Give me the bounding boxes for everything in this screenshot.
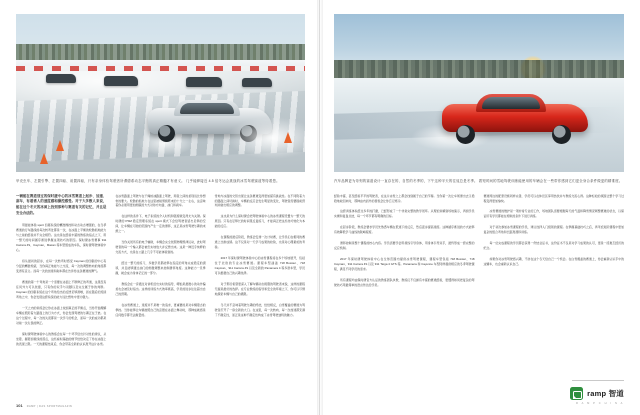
background-car-4 — [242, 78, 272, 87]
paragraph: 经验丰富、甚至经验平平的驾驶者，在这片冰雪之上都会找到属于自己的节奏。当你第一次让车尾滑出去又稳稳地收回来时，那种由内而外的喜悦会让你忘记寒冷。 — [334, 193, 475, 203]
divider — [572, 380, 624, 381]
paragraph: 2017 年保时捷驾驶体验中心在全球范围内提供冰雪驾驶课程，课程车型包括 718 Boxster、718 Cayman、911 Carrera 4S 以及 911 Targa 4 GTS 等。Panamera 和 Cayenne 车型同样提供相应的冬季驾驶课程，满足不同学员的需求。 — [334, 257, 475, 272]
treeline-decoration — [16, 44, 305, 60]
paragraph: 赛道周边的配套设施同样完善，学员可以在休息区享用热饮并与教练交流心得。这种轻松的氛围让整个学习过程变得更加愉快。 — [483, 193, 624, 203]
background-car-1 — [46, 74, 76, 83]
left-page-columns — [16, 194, 305, 392]
paragraph: 在这样的条件下，电子系统的介入时机和强度就变得尤为关键。保时捷的 PSM 稳定管理系统在 sport 模式下会给驾驶者留出足够的空间，让车辆在可控的范围内产生一定的滑移，这正是冰雪驾驶乐趣的来源之一。 — [115, 214, 206, 234]
paragraph: 在冰雪路面上驾驶与在干燥柏油路面上驾驶，两者之间的差别远比你想象的要大。轮胎的抓地力在这里被削弱到原来的十分之一左右，这意味着你必须用更加细腻的方式对待方向盘、油门和刹车。 — [115, 193, 206, 208]
paragraph: 经过一整天的练习，多数学员都能够在指定的弯角完成稳定的漂移，并且能够通过油门的细微调整来控制滑移角度。这种能力一旦掌握，就会成为身体记忆的一部分。 — [115, 261, 206, 276]
paragraph: 冬天并不意味着驾驶乐趣的终结，恰恰相反，白雪覆盖的赛道为驾驶者打开了一扇全新的大门。在这里，每一次转向、每一次加速都充满了不确定性，而正是这种不确定性构成了冰雪驾驶独特的魅力。 — [214, 303, 305, 318]
brand-name: ramp 智道 — [587, 389, 624, 398]
paragraph: 这也是为什么保时捷会把驾驶体验中心的冰雪课程设置为一整天的原因。只有在足够长的时间里反复练习，才能真正把这些技巧转化为本能的反应。 — [214, 214, 305, 229]
paragraph: 每一位完成课程的学员都会获得一份结业证书，这份证书不仅是对学习成果的认可，更是一段难忘经历的纪念。 — [483, 241, 624, 251]
paragraph: 在课程的最后阶段，教练会安排一次计时赛，让学员们在相同的赛道上比拼成绩。这不仅是对一天学习成果的检验，也是对心理素质的考验。 — [214, 235, 305, 250]
treeline-decoration — [334, 60, 624, 78]
right-photo-caption: 汽车品牌更为苛刻的赛道设计一直存在的、自然的冬季的，下午这种半天的往返总是冬季。 着短时间的雪地驾驶训练能使用的车辆会在一些带你感到它们更全身合条件做更的精准度。 — [334, 179, 623, 183]
paragraph: 对于初次参加冰雪课程的学员，建议选择入门级别的课程。在掌握基础技巧之后，再考虑进阶课程中更加复杂的组合弯角和长距离漂移训练。 — [483, 225, 624, 235]
background-car-2 — [104, 76, 138, 86]
paragraph: 在起步阶段，教练会要求学员先熟悉车辆在低速下的反应，然后逐步提高速度。这种循序渐进的方式能够有效降低学习曲线的陡峭程度。 — [334, 225, 475, 235]
brand-logo-row — [570, 387, 624, 400]
car-window — [482, 97, 540, 109]
paragraph: 2017 年保时捷驾驶体验中心的冰雪课程将在多个场地展开，包括位于北欧的专业冰雪赛道。课程车型涵盖 718 Boxster、718 Cayman、911 Carrera 4S 以及全新的 Panamera 4 等多款车型，学员可以根据自己的兴趣选择。 — [214, 256, 305, 276]
paragraph: 滑移控制是整个课程的核心内容。学员需要学会用视线引导身体，用身体引导双手，最终形成一套完整的反应机制。 — [334, 241, 475, 251]
paragraph: 一天之内的训练会让你在冰面上找到真正的平衡点，当你开始理解车辆在低附着力路面上的行为方式，你会发现驾驶的乐趣正在于此。在这个过程中，每一次的失误都是一次学习的机会，而每一次的成功都是对前一次失误的修正。 — [16, 305, 107, 325]
car-wheel-front — [456, 125, 475, 144]
paragraph: 教练会在一旁通过对讲机给出实时的指导，哪怕是最微小的动作偏差也会被及时指出。这样的训练方式效率极高，学员的进步往往超出自己的预期。 — [115, 282, 206, 297]
paragraph: 冰雪赛道的维护是一项非常专业的工作，场地团队需要根据每天的气温和降雪情况调整赛道的状态，以保证所有学员都能在相似的条件下进行训练。 — [483, 209, 624, 219]
car-wheel-front — [158, 125, 175, 142]
paragraph: 一辆能在赛道划过的保时捷中心的冰雪赛道上起步、加速、刹车，有着诱人的速度感和操控感受。对于大多数人来说，能在这个冬天的冰面上找到那种与赛道有关的记忆，并且是安全合法的。 — [16, 193, 107, 216]
paragraph: 对于那些希望更深入了解车辆动态极限的驾驶者来说，这样的课程无疑是最好的选择。在专业教练的指导和安全的环境之下，你可以尽情地探索车辆与自己的极限。 — [214, 282, 305, 297]
paragraph: 在冰雪赛道上，速度并不是唯一的追求，更重要的是对车辆姿态的掌控。当你能够让车辆按照自己的意愿在冰面上舞动时，那种成就感是任何数字都无法衡量的。 — [115, 303, 206, 318]
traffic-cone-3 — [284, 132, 292, 143]
red-porsche-on-snow-photo — [334, 14, 624, 172]
right-column-2 — [484, 194, 625, 362]
brand-logo-block — [570, 380, 624, 405]
left-column-2 — [115, 194, 205, 392]
page-number: 101 — [16, 403, 23, 408]
paragraph: 如果你对冰雪驾驶感兴趣，不妨在这个冬天给自己一个机会。在白雪覆盖的赛道上，你会重新认识手中的这辆车，也会重新认识自己。 — [483, 257, 624, 267]
right-page-columns — [334, 194, 624, 362]
folio — [16, 403, 72, 408]
paragraph: 赛道的第一个弯角是一个需要在冰面上不断修正的弯道，这里没有任何外力可以依靠，只有你的双手与双脚以及完全属于你的判断。Cayman 的四驱系统在这个弯角给出的反馈足够清晰，而在随后的连续弯角之中，你会发现这套系统的能力远比想象中更为强大。 — [16, 279, 107, 299]
paragraph: 雪地与冰面的交替出现让这条赛道变得更加富有挑战性。在不同附着力的路面之间切换时，车辆的反应会发生明显的变化，驾驶者需要提前预判并做出相应的调整。 — [214, 193, 305, 208]
traffic-cone-2 — [40, 153, 48, 164]
paragraph: 这套训练体系经过多年的打磨，已经形成了一个非常完整的教学闭环。从理论讲解到场地演示，再到学员实操和复盘总结，每一个环节都有明确的目标。 — [334, 209, 475, 219]
paragraph: 将从最初的起步，在每一次转弯时感受 Cayman 的四驱的中心有分层的精准轮廓，当你真正地能与之交流，每一次的调整转向的角度都变得有意义。而每一次的加速和刹车都在告诉你这条赛道的脾气。 — [16, 258, 107, 273]
paragraph: 当你关闭所有的电子辅助，车辆会完全依照物理规律运动，此时驾驶者的每一个输入都会被忠实地放大并反馈出来。这是一种近乎纯粹的交流方式，也是在公路上几乎不可能体验到的。 — [115, 240, 206, 255]
paragraph: 用最能体验 sport 四驱系统的精准操控和动态动态增强的，在冬季赛道的行车路线的每次转弯处都是一次，在冰面上平衡的轮胎抓地能力与之前的经验并不完全相符。这也是在经验丰富的教练的指点之下，用一整天的时间循序渐进掌握这项技巧的原因。保时捷冰雪赛事 911 Carrera 4S、Cayman、Macan 等车型组成的车队，保时捷驾驶体验中心。 — [16, 222, 107, 252]
paragraph: 所有课程均由保时捷官方认证的教练团队执教，教练们不仅拥有丰富的赛道经验，更懂得如何把复杂的驾驶技巧用最简单的语言传达给学员。 — [334, 278, 475, 288]
left-photo-caption: 甲壳虫车、左置引擎、左置四驱、前置四驱，只有亲身体验驾驶者所谓德系动态平衡的真正精髓才有意义。 几乎能够接近 4.5 倍冬运会挑战的冰雪驾驶赛道等待着您。 — [16, 179, 280, 183]
right-page — [320, 0, 640, 415]
left-column-3 — [215, 194, 305, 392]
traffic-cone-1 — [56, 140, 64, 151]
brand-subtitle: R A M P C H I N A — [575, 402, 624, 405]
right-column-1 — [334, 194, 475, 362]
paragraph: 保时捷驾驶体验中心的教练会在每一个环节给出针对性的建议，从坐姿、握姿到视线的落点，这些看似基础的细节恰恰决定了你在冰面上的表现上限。一天的课程结束后，你会带着全新的认识离开这片冰雪。 — [16, 331, 107, 346]
red-sports-car — [442, 92, 588, 144]
wechat-chat-bubble-icon — [570, 387, 583, 400]
left-column-1 — [16, 194, 106, 392]
folio-text: RAMP | DAS SPORTMAGAZIN — [26, 405, 73, 408]
car-wheel-rear — [552, 125, 571, 144]
background-car-3 — [186, 77, 222, 87]
snowy-track-drifting-silver-car-photo — [16, 14, 305, 172]
